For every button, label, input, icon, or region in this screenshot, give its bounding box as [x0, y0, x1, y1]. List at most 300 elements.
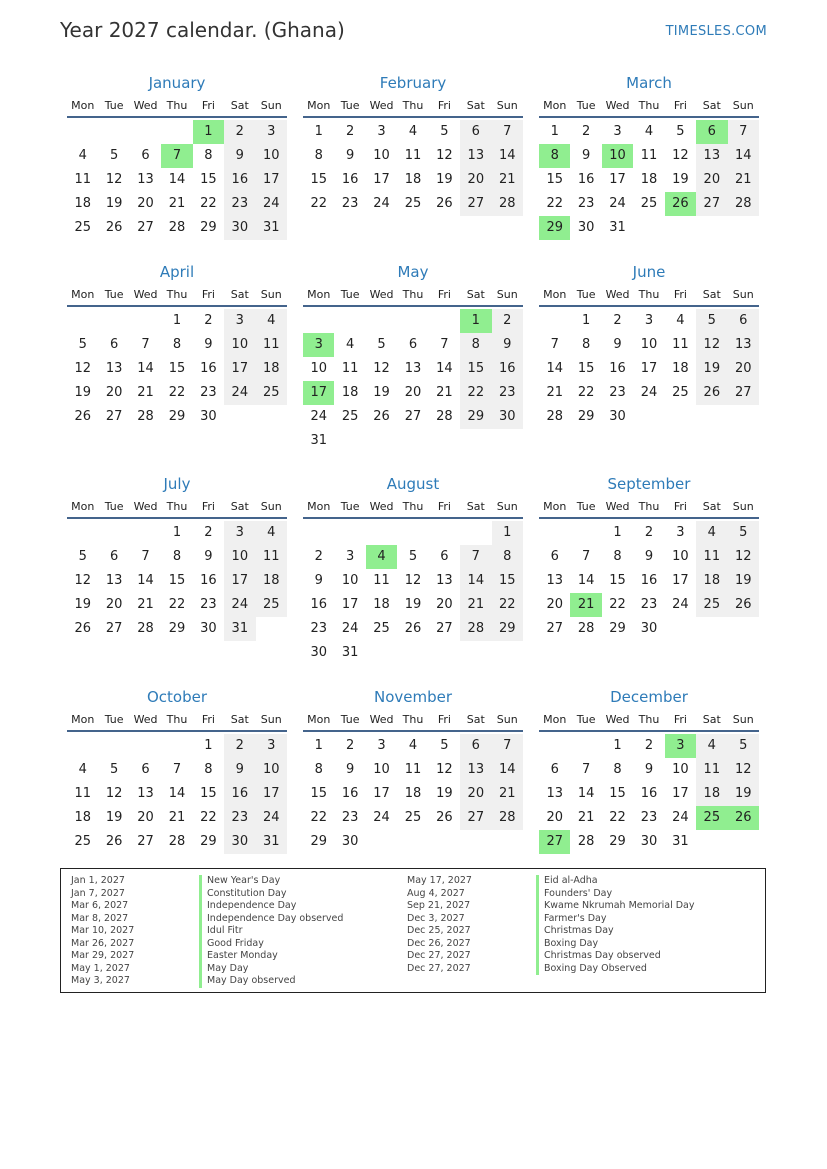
day-cell: 25	[74, 834, 91, 849]
day-cell: 11	[74, 786, 91, 801]
day-cell: 5	[728, 734, 759, 758]
day-grid	[303, 120, 523, 216]
weekday-label: Fri	[673, 713, 687, 726]
day-cell: 31	[609, 220, 626, 235]
day-cell: 14	[492, 758, 523, 782]
day-cell: 22	[200, 196, 217, 211]
day-cell: 8	[314, 762, 323, 777]
day-cell: 2	[204, 313, 213, 328]
weekday-label: Sun	[732, 288, 754, 301]
day-cell: 29	[200, 220, 217, 235]
day-cell: 14	[137, 573, 154, 588]
day-cell: 22	[577, 385, 595, 400]
day-cell: 9	[581, 148, 591, 163]
day-cell: 5	[109, 148, 119, 163]
day-cell: 13	[436, 573, 453, 588]
day-cell: 18	[256, 569, 287, 593]
day-cell: 27	[404, 409, 422, 424]
weekday-label: Sun	[496, 713, 518, 726]
holiday-day-cell: 4	[366, 545, 397, 569]
day-cell: 12	[74, 361, 91, 376]
empty-cell	[161, 734, 192, 758]
holiday-legend	[60, 868, 766, 993]
day-cell: 9	[644, 762, 654, 777]
holiday-day-cell: 7	[161, 144, 192, 168]
day-cell: 5	[78, 549, 87, 564]
day-cell: 29	[168, 409, 186, 424]
weekday-label: Sat	[230, 500, 249, 513]
day-cell: 23	[640, 810, 658, 825]
weekday-header	[67, 497, 287, 519]
day-cell: 21	[577, 810, 595, 825]
day-cell: 12	[436, 148, 453, 163]
day-cell: 17	[256, 782, 287, 806]
day-cell: 28	[577, 621, 595, 636]
day-cell: 28	[492, 806, 523, 830]
day-cell: 9	[204, 549, 213, 564]
day-cell: 6	[440, 549, 449, 564]
day-cell: 10	[373, 762, 390, 777]
weekday-label: Tue	[576, 99, 596, 112]
legend-date: Mar 10, 2027	[71, 925, 135, 936]
day-cell: 16	[492, 357, 523, 381]
day-cell: 4	[256, 521, 287, 545]
day-cell: 16	[224, 782, 255, 806]
day-cell: 22	[168, 385, 186, 400]
day-cell: 1	[613, 525, 622, 540]
day-cell: 7	[492, 734, 523, 758]
legend-date: May 1, 2027	[71, 962, 130, 974]
empty-cell	[539, 309, 570, 333]
empty-cell	[366, 309, 397, 333]
month-october	[67, 686, 287, 854]
weekday-label: Tue	[104, 99, 124, 112]
weekday-label: Mon	[307, 99, 331, 112]
weekday-label: Wed	[605, 500, 630, 513]
day-cell: 22	[168, 597, 186, 612]
day-cell: 21	[492, 782, 523, 806]
day-cell: 3	[644, 313, 654, 328]
day-cell: 17	[640, 361, 658, 376]
weekday-label: Sun	[732, 713, 754, 726]
day-cell: 8	[460, 333, 491, 357]
month-september	[539, 473, 759, 641]
weekday-label: Sat	[702, 99, 721, 112]
weekday-label: Sat	[702, 288, 721, 301]
day-cell: 28	[492, 192, 523, 216]
day-cell: 5	[377, 337, 386, 352]
day-cell: 17	[609, 172, 626, 187]
day-cell: 7	[172, 762, 182, 777]
holiday-day-cell: 27	[539, 830, 570, 854]
holiday-day-cell: 26	[728, 806, 759, 830]
day-cell: 29	[460, 405, 491, 429]
weekday-label: Mon	[307, 713, 331, 726]
brand-link[interactable]: TIMESLES.COM	[665, 24, 767, 39]
holiday-day-cell: 6	[696, 120, 727, 144]
weekday-label: Tue	[576, 288, 596, 301]
legend-holiday-name: Good Friday	[199, 938, 343, 951]
day-cell: 24	[672, 810, 689, 825]
day-cell: 17	[224, 569, 255, 593]
day-cell: 27	[460, 806, 491, 830]
weekday-label: Tue	[576, 500, 596, 513]
day-cell: 6	[109, 549, 119, 564]
day-grid	[303, 521, 523, 665]
day-cell: 17	[341, 597, 359, 612]
day-cell: 11	[341, 361, 359, 376]
day-cell: 7	[492, 120, 523, 144]
day-cell: 13	[546, 573, 563, 588]
legend-date: Mar 6, 2027	[71, 900, 129, 911]
day-cell: 21	[168, 196, 186, 211]
day-cell: 16	[640, 573, 658, 588]
day-cell: 25	[640, 196, 658, 211]
day-cell: 26	[728, 593, 759, 617]
day-cell: 4	[78, 762, 87, 777]
day-cell: 25	[404, 810, 422, 825]
day-cell: 3	[377, 738, 386, 753]
day-cell: 12	[74, 573, 91, 588]
day-cell: 20	[460, 168, 491, 192]
day-cell: 2	[224, 120, 255, 144]
day-cell: 22	[609, 810, 626, 825]
weekday-label: Thu	[402, 99, 424, 112]
day-cell: 10	[256, 144, 287, 168]
day-cell: 25	[341, 409, 359, 424]
day-cell: 19	[105, 196, 123, 211]
legend-date: Dec 25, 2027	[407, 925, 471, 936]
day-cell: 29	[200, 834, 217, 849]
day-cell: 4	[696, 734, 727, 758]
day-cell: 29	[609, 621, 626, 636]
legend-holiday-name: New Year's Day	[199, 875, 343, 888]
day-cell: 14	[728, 144, 759, 168]
day-cell: 23	[224, 192, 255, 216]
weekday-label: Sat	[230, 713, 249, 726]
day-cell: 26	[74, 409, 91, 424]
day-cell: 12	[696, 333, 727, 357]
legend-holiday-name: Eid al-Adha	[536, 875, 694, 888]
weekday-header	[67, 710, 287, 732]
weekday-label: Sun	[496, 99, 518, 112]
empty-cell	[130, 521, 161, 545]
day-cell: 3	[377, 124, 386, 139]
day-cell: 24	[256, 806, 287, 830]
day-cell: 18	[404, 172, 422, 187]
day-cell: 14	[460, 569, 491, 593]
day-cell: 4	[256, 309, 287, 333]
weekday-header	[539, 285, 759, 307]
day-grid	[67, 734, 287, 854]
weekday-label: Fri	[673, 99, 687, 112]
empty-cell	[98, 521, 129, 545]
day-cell: 23	[609, 385, 626, 400]
day-cell: 18	[640, 172, 658, 187]
day-cell: 12	[105, 786, 123, 801]
weekday-label: Sun	[260, 500, 282, 513]
day-cell: 28	[460, 617, 491, 641]
day-cell: 28	[168, 834, 186, 849]
day-cell: 24	[256, 192, 287, 216]
day-cell: 26	[74, 621, 91, 636]
weekday-header	[539, 710, 759, 732]
day-cell: 16	[224, 168, 255, 192]
day-cell: 24	[310, 409, 327, 424]
day-cell: 18	[696, 569, 727, 593]
page-title: Year 2027 calendar. (Ghana)	[60, 18, 345, 42]
weekday-label: Thu	[638, 99, 660, 112]
day-cell: 29	[168, 621, 186, 636]
day-cell: 4	[345, 337, 355, 352]
day-cell: 29	[310, 834, 327, 849]
day-cell: 5	[440, 124, 449, 139]
day-cell: 26	[404, 621, 422, 636]
month-name: November	[373, 688, 453, 706]
weekday-label: Tue	[340, 99, 360, 112]
empty-cell	[334, 309, 365, 333]
day-cell: 6	[460, 120, 491, 144]
day-cell: 2	[492, 309, 523, 333]
day-cell: 8	[492, 545, 523, 569]
day-cell: 11	[404, 762, 422, 777]
empty-cell	[67, 521, 98, 545]
day-cell: 24	[341, 621, 359, 636]
day-cell: 24	[609, 196, 626, 211]
day-cell: 3	[345, 549, 355, 564]
weekday-label: Mon	[307, 288, 331, 301]
day-cell: 17	[672, 573, 689, 588]
day-cell: 10	[224, 545, 255, 569]
day-cell: 12	[672, 148, 689, 163]
day-cell: 22	[200, 810, 217, 825]
weekday-label: Tue	[340, 713, 360, 726]
day-cell: 6	[728, 309, 759, 333]
day-cell: 20	[137, 810, 154, 825]
day-cell: 21	[546, 385, 563, 400]
day-cell: 14	[168, 786, 186, 801]
day-cell: 13	[404, 361, 422, 376]
month-may	[303, 261, 523, 453]
holiday-day-cell: 25	[696, 806, 727, 830]
day-cell: 10	[672, 549, 689, 564]
day-cell: 23	[200, 597, 217, 612]
weekday-label: Tue	[104, 288, 124, 301]
day-cell: 3	[256, 120, 287, 144]
month-march	[539, 72, 759, 240]
day-cell: 15	[168, 573, 186, 588]
weekday-label: Fri	[437, 500, 451, 513]
day-cell: 8	[172, 337, 182, 352]
day-cell: 1	[581, 313, 591, 328]
day-cell: 18	[696, 782, 727, 806]
day-cell: 22	[460, 381, 491, 405]
day-cell: 27	[460, 192, 491, 216]
day-cell: 9	[314, 573, 323, 588]
empty-cell	[539, 734, 570, 758]
day-cell: 30	[310, 645, 327, 660]
day-cell: 9	[644, 549, 654, 564]
day-cell: 30	[609, 409, 626, 424]
weekday-label: Tue	[576, 713, 596, 726]
day-cell: 15	[200, 172, 217, 187]
empty-cell	[429, 521, 460, 545]
day-cell: 14	[577, 573, 595, 588]
day-cell: 28	[577, 834, 595, 849]
day-cell: 18	[256, 357, 287, 381]
weekday-label: Wed	[369, 500, 394, 513]
empty-cell	[397, 309, 428, 333]
weekday-label: Wed	[605, 288, 630, 301]
day-grid	[303, 309, 523, 453]
day-cell: 11	[404, 148, 422, 163]
day-cell: 20	[137, 196, 154, 211]
day-cell: 21	[168, 810, 186, 825]
day-cell: 12	[404, 573, 422, 588]
weekday-label: Sun	[496, 288, 518, 301]
day-cell: 20	[105, 385, 123, 400]
day-cell: 2	[224, 734, 255, 758]
weekday-header	[303, 497, 523, 519]
month-february	[303, 72, 523, 216]
empty-cell	[161, 120, 192, 144]
day-cell: 11	[640, 148, 658, 163]
day-cell: 6	[460, 734, 491, 758]
day-cell: 27	[546, 621, 563, 636]
day-cell: 19	[728, 569, 759, 593]
day-cell: 9	[345, 762, 355, 777]
day-cell: 24	[224, 381, 255, 405]
day-cell: 28	[137, 621, 154, 636]
day-cell: 3	[224, 521, 255, 545]
day-cell: 20	[546, 810, 563, 825]
day-cell: 18	[74, 810, 91, 825]
legend-holiday-name: Farmer's Day	[536, 913, 694, 926]
empty-cell	[130, 120, 161, 144]
day-cell: 27	[105, 409, 123, 424]
day-cell: 19	[436, 172, 453, 187]
day-cell: 24	[373, 810, 390, 825]
day-cell: 23	[492, 381, 523, 405]
weekday-label: Thu	[166, 99, 188, 112]
day-cell: 7	[550, 337, 559, 352]
legend-date: Sep 21, 2027	[407, 900, 471, 911]
day-cell: 23	[341, 810, 359, 825]
day-cell: 24	[640, 385, 658, 400]
day-cell: 23	[341, 196, 359, 211]
day-cell: 8	[172, 549, 182, 564]
empty-cell	[130, 309, 161, 333]
day-cell: 25	[74, 220, 91, 235]
weekday-label: Sun	[732, 500, 754, 513]
day-cell: 15	[492, 569, 523, 593]
day-cell: 21	[460, 593, 491, 617]
day-cell: 19	[728, 782, 759, 806]
legend-holiday-name: Boxing Day	[536, 938, 694, 951]
day-cell: 30	[224, 830, 255, 854]
weekday-header	[67, 96, 287, 118]
empty-cell	[130, 734, 161, 758]
day-cell: 30	[224, 216, 255, 240]
month-april	[67, 261, 287, 429]
day-cell: 21	[728, 168, 759, 192]
day-cell: 18	[373, 597, 390, 612]
day-cell: 14	[577, 786, 595, 801]
day-cell: 4	[644, 124, 654, 139]
day-cell: 25	[404, 196, 422, 211]
day-cell: 19	[672, 172, 689, 187]
day-cell: 1	[613, 738, 622, 753]
weekday-label: Thu	[638, 288, 660, 301]
day-cell: 15	[460, 357, 491, 381]
empty-cell	[570, 521, 601, 545]
day-cell: 12	[436, 762, 453, 777]
day-cell: 9	[345, 148, 355, 163]
day-cell: 15	[310, 172, 327, 187]
holiday-day-cell: 3	[665, 734, 696, 758]
day-cell: 26	[436, 196, 453, 211]
day-cell: 23	[224, 806, 255, 830]
weekday-label: Wed	[369, 99, 394, 112]
weekday-header	[67, 285, 287, 307]
weekday-label: Sat	[702, 500, 721, 513]
day-cell: 20	[460, 782, 491, 806]
month-name: May	[397, 263, 429, 281]
empty-cell	[67, 309, 98, 333]
day-grid	[67, 521, 287, 641]
day-cell: 16	[640, 786, 658, 801]
day-cell: 2	[581, 124, 591, 139]
day-cell: 21	[137, 385, 154, 400]
day-cell: 30	[200, 621, 217, 636]
day-cell: 17	[256, 168, 287, 192]
weekday-label: Sat	[466, 500, 485, 513]
day-cell: 22	[310, 810, 327, 825]
day-cell: 26	[696, 381, 727, 405]
day-cell: 31	[256, 216, 287, 240]
weekday-label: Wed	[133, 288, 158, 301]
holiday-day-cell: 17	[303, 381, 334, 405]
weekday-label: Fri	[673, 500, 687, 513]
month-december	[539, 686, 759, 854]
legend-holiday-name: May Day	[199, 963, 343, 976]
day-cell: 14	[492, 144, 523, 168]
day-cell: 31	[341, 645, 359, 660]
weekday-label: Thu	[402, 713, 424, 726]
day-cell: 29	[577, 409, 595, 424]
legend-holiday-name: Constitution Day	[199, 888, 343, 901]
day-grid	[539, 521, 759, 641]
legend-holiday-name: Christmas Day	[536, 925, 694, 938]
weekday-label: Mon	[307, 500, 331, 513]
day-cell: 9	[204, 337, 213, 352]
legend-holiday-name: Easter Monday	[199, 950, 343, 963]
day-cell: 27	[696, 192, 727, 216]
legend-date: Dec 3, 2027	[407, 912, 465, 924]
day-cell: 10	[640, 337, 658, 352]
day-cell: 22	[609, 597, 626, 612]
month-june	[539, 261, 759, 429]
day-cell: 10	[341, 573, 359, 588]
day-cell: 5	[728, 521, 759, 545]
day-cell: 30	[200, 409, 217, 424]
legend-date: Dec 27, 2027	[407, 962, 471, 974]
weekday-label: Sun	[260, 288, 282, 301]
legend-date: Aug 4, 2027	[407, 887, 465, 899]
day-cell: 2	[345, 124, 355, 139]
day-cell: 2	[613, 313, 622, 328]
empty-cell	[366, 521, 397, 545]
